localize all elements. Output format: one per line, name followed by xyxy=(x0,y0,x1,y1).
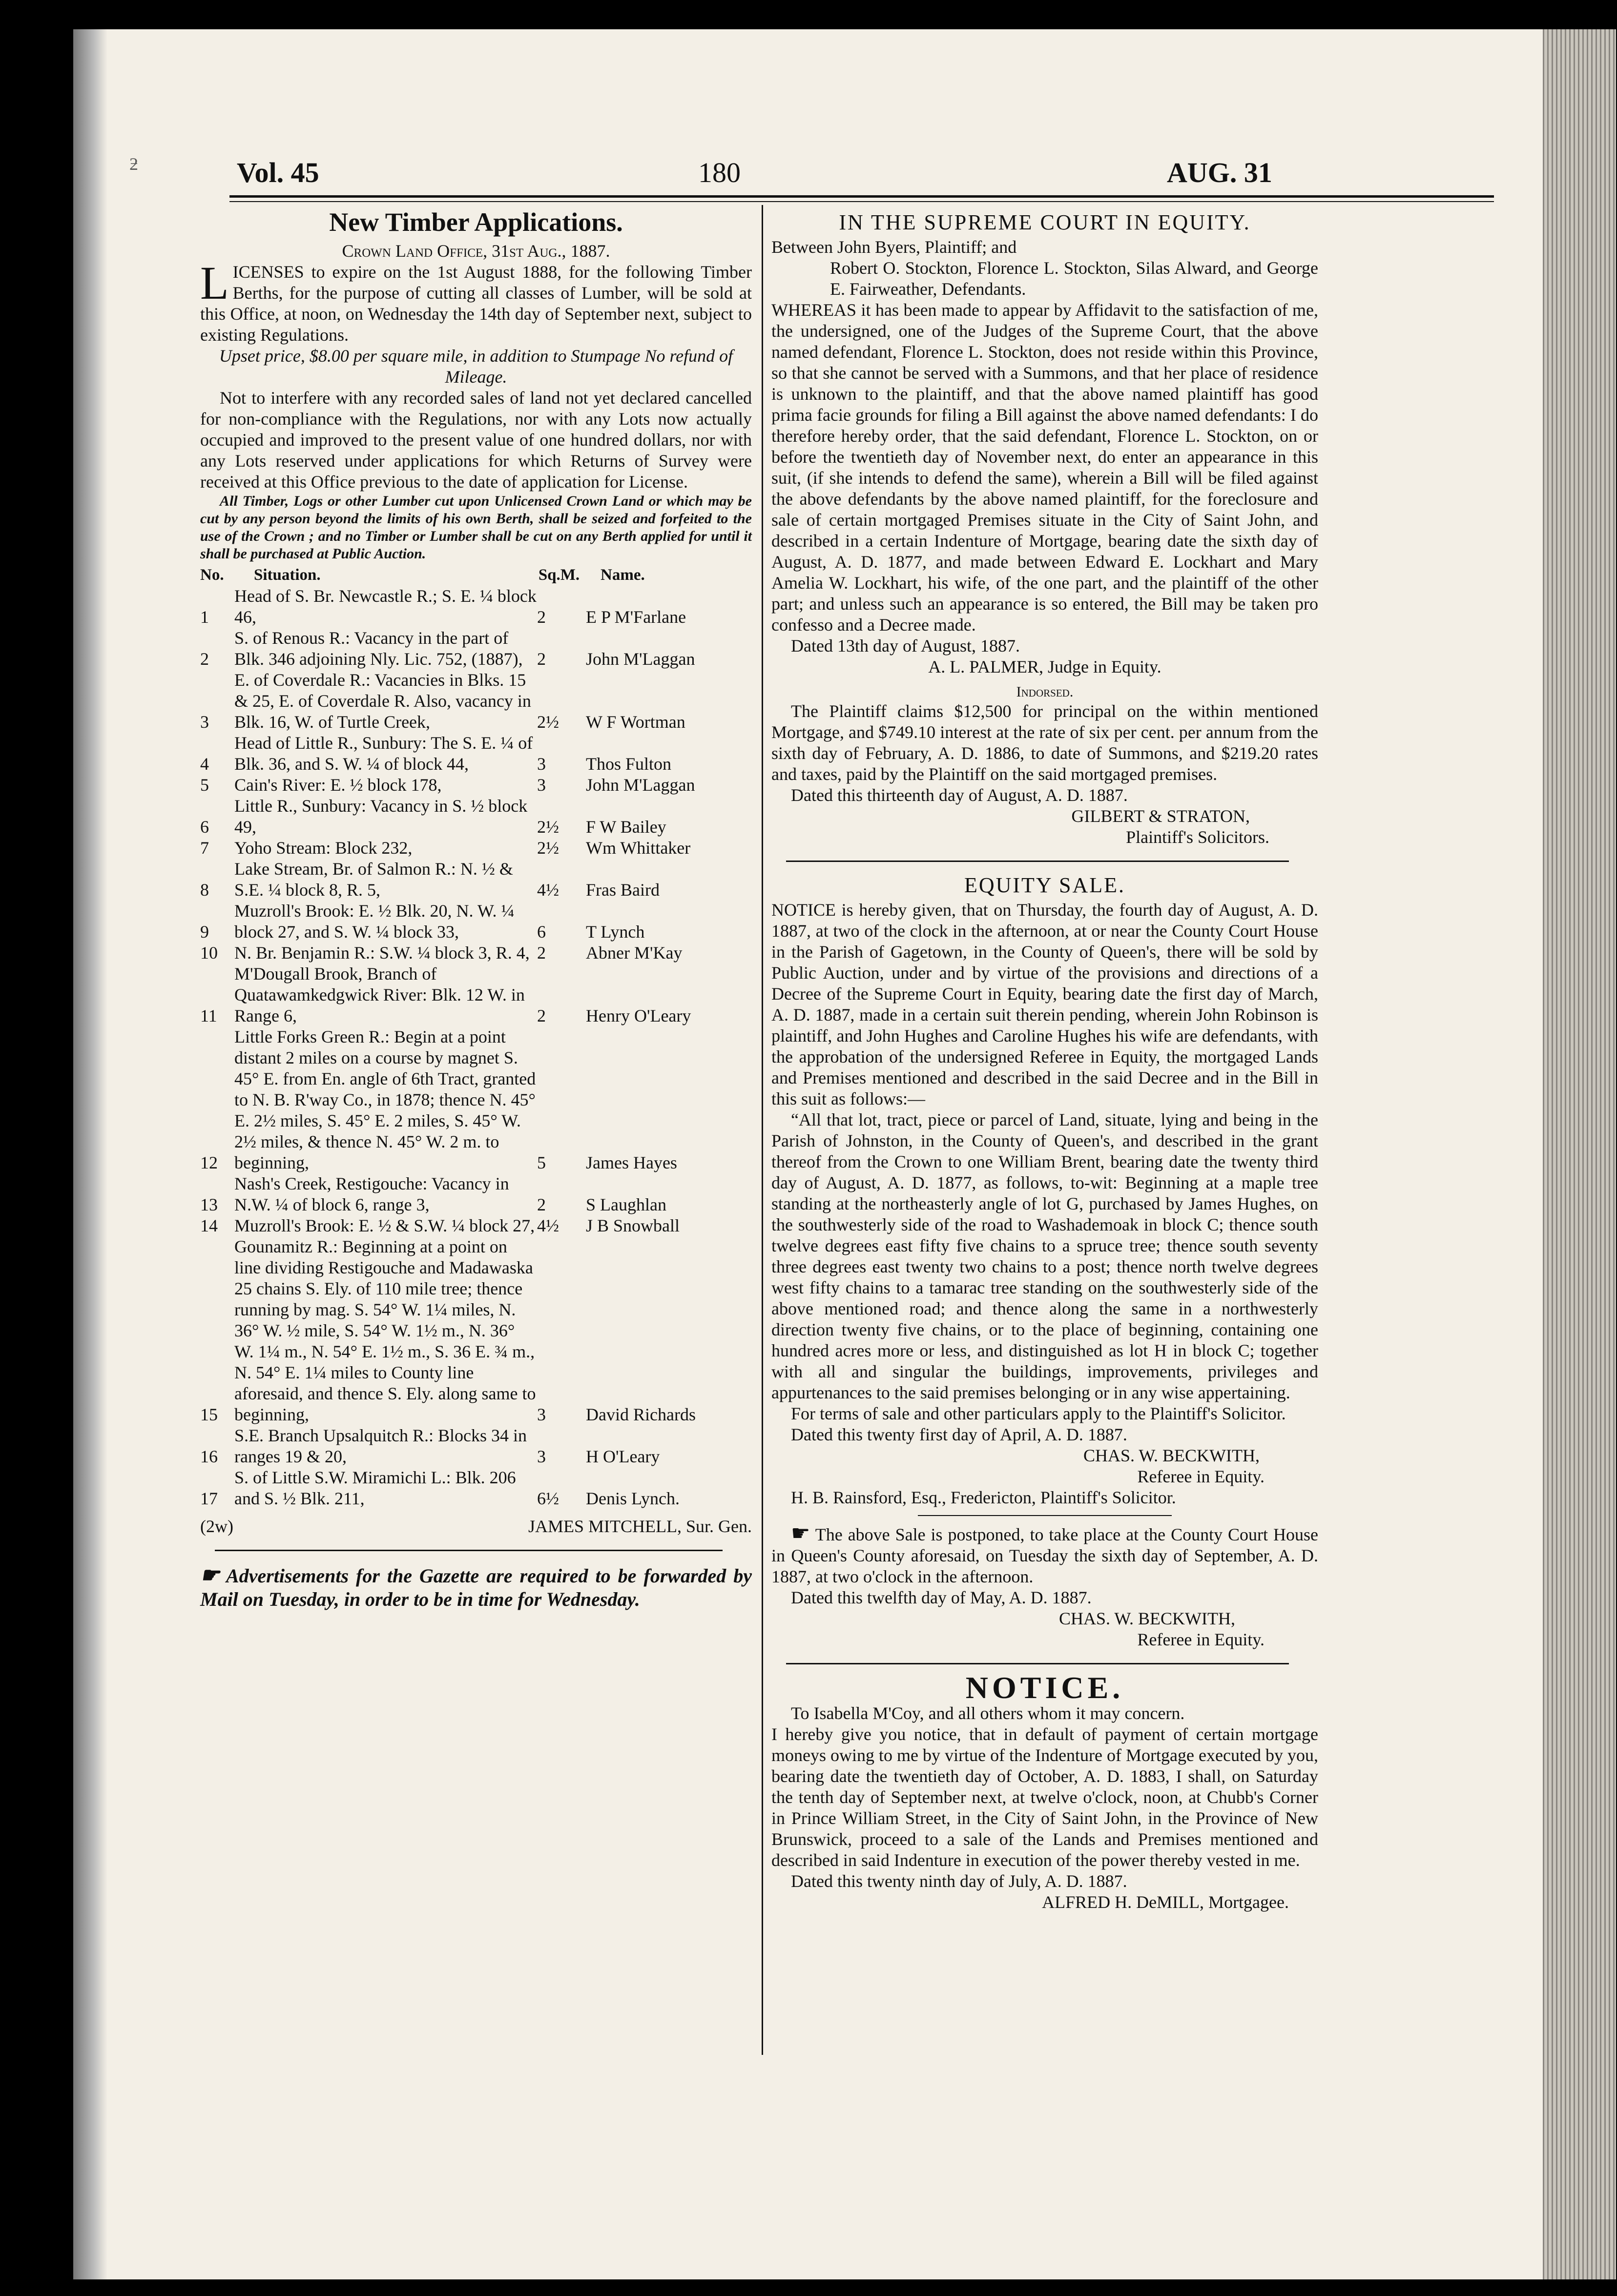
court-solicitors-role: Plaintiff's Solicitors. xyxy=(1126,827,1269,847)
timber-conditions: Not to interfere with any recorded sales of land not yet declared cancelled for non-compliance with the Regulations, nor with any Lots now actually occupied and improved to the present value of one hundred dollars, nor with any Lots reserved under applications for which Returns of Survey were received at this Office previous to the date of application for License. xyxy=(200,388,752,492)
timber-row-no: 3 xyxy=(200,712,209,732)
timber-office-line: Crown Land Office, 31st Aug., 1887. xyxy=(342,241,610,261)
timber-row-name: S Laughlan xyxy=(586,1195,666,1214)
timber-row-no: 11 xyxy=(200,1006,217,1025)
page-number: 180 xyxy=(698,157,741,188)
timber-row-situation: Yoho Stream: Block 232, xyxy=(234,838,413,858)
equity-sale-referee: CHAS. W. BECKWITH, xyxy=(1083,1446,1260,1465)
court-dated-2: Dated this thirteenth day of August, A. D. 1887. xyxy=(791,785,1128,805)
equity-sale-referee-role: Referee in Equity. xyxy=(1137,1467,1265,1486)
notice-to: To Isabella M'Coy, and all others whom it may concern. xyxy=(791,1703,1185,1723)
timber-row-name: John M'Laggan xyxy=(586,649,695,669)
equity-sale-title: EQUITY SALE. xyxy=(964,873,1126,897)
timber-row-name: Denis Lynch. xyxy=(586,1489,680,1508)
equity-sale-terms: For terms of sale and other particulars apply to the Plaintiff's Solicitor. xyxy=(791,1404,1286,1423)
pointing-hand-icon: ☛ xyxy=(200,1563,220,1587)
advert-notice-text: Advertisements for the Gazette are required to be forwarded by Mail on Tuesday, in order to be in time for Wednesday. xyxy=(200,1565,752,1610)
timber-row-situation: S.E. Branch Upsalquitch R.: Blocks 34 in ranges 19 & 20, xyxy=(234,1426,527,1466)
timber-row xyxy=(200,775,752,796)
section-rule xyxy=(215,1550,723,1551)
court-solicitors: GILBERT & STRATON, xyxy=(1071,806,1250,826)
timber-title: New Timber Applications. xyxy=(329,207,623,237)
timber-row-situation: M'Dougall Brook, Branch of Quatawamkedgwick River: Blk. 12 W. in Range 6, xyxy=(234,964,525,1025)
timber-row-sqm: 2 xyxy=(537,1195,546,1214)
timber-warning: All Timber, Logs or other Lumber cut upon Unlicensed Crown Land or which may be cut by any person beyond the limits of his own Berth, shall be seized and forfeited to the use of the Crown ; and no Timber or Lumber shall be cut on any Berth applied for until it shall be purchased at Public Auction. xyxy=(200,493,752,562)
timber-row-sqm: 2 xyxy=(537,607,546,627)
timber-row-situation: S. of Renous R.: Vacancy in the part of Blk. 346 adjoining Nly. Lic. 752, (1887), xyxy=(234,628,523,669)
short-rule xyxy=(918,1515,1172,1516)
timber-row-situation: Head of S. Br. Newcastle R.; S. E. ¼ block 46, xyxy=(234,586,537,627)
timber-row-no: 9 xyxy=(200,922,209,942)
timber-row-situation: Muzroll's Brook: E. ½ Blk. 20, N. W. ¼ block 27, and S. W. ¼ block 33, xyxy=(234,901,515,942)
timber-intro xyxy=(200,257,752,346)
court-claim: The Plaintiff claims $12,500 for principal on the within mentioned Mortgage, and $749.10 interest at the rate of six per cent. per annum from the sixth day of February, A. D. 1886, to date of Summons, and $219.20 rates and taxes, paid by the Plaintiff on the said mortgaged premises. xyxy=(771,701,1318,784)
timber-row-no: 6 xyxy=(200,817,209,837)
header-rule-thin xyxy=(229,201,1494,202)
timber-row xyxy=(200,1173,752,1215)
timber-row-name: F W Bailey xyxy=(586,817,666,837)
timber-row-name: Thos Fulton xyxy=(586,754,672,774)
timber-row-sqm: 2 xyxy=(537,943,546,963)
timber-row xyxy=(200,1026,752,1173)
equity-sale-postponed xyxy=(771,1523,1318,1587)
equity-sale-referee-2: CHAS. W. BECKWITH, xyxy=(1058,1609,1235,1628)
equity-sale-body: NOTICE is hereby given, that on Thursday, the fourth day of August, A. D. 1887, at two of the clock in the afternoon, at or near the County Court House in the Parish of Gagetown, in the County of Queen's, there will be sold by Public Auction, under and by virtue of the provisions and directions of a Decree of the Supreme Court in Equity, bearing date the first day of March, A. D. 1887, made in a certain suit therein pending, wherein John Robinson is plaintiff, and John Hughes and Caroline Hughes his wife are defendants, with the approbation of the undersigned Referee in Equity, the mortgaged Lands and Premises mentioned and described in the said Decree and in the Bill in this suit as follows:— xyxy=(771,900,1318,1108)
timber-row-no: 8 xyxy=(200,880,209,900)
timber-row-name: H O'Leary xyxy=(586,1447,660,1466)
timber-row-sqm: 6 xyxy=(537,922,546,942)
timber-row xyxy=(200,964,752,1026)
upset-price: Upset price, $8.00 per square mile, in addition to Stumpage No refund of Mileage. xyxy=(219,346,733,387)
timber-row-sqm: 2½ xyxy=(537,838,559,858)
timber-intro-text: ICENSES to expire on the 1st August 1888, for the following Timber Berths, for the purpose of cutting all classes of Lumber, will be sold at this Office, at noon, on Wednesday the 14th day of September next, subject to existing Regulations. xyxy=(200,262,752,345)
timber-row-name: E P M'Farlane xyxy=(586,607,686,627)
timber-row-name: Henry O'Leary xyxy=(586,1006,691,1025)
timber-row-sqm: 6½ xyxy=(537,1489,559,1508)
timber-row-sqm: 5 xyxy=(537,1153,546,1172)
col-sqm: Sq.M. xyxy=(538,566,580,584)
advert-notice xyxy=(200,1564,752,1611)
timber-row-situation: N. Br. Benjamin R.: S.W. ¼ block 3, R. 4, xyxy=(234,943,530,963)
timber-row-no: 4 xyxy=(200,754,209,774)
timber-table-body xyxy=(200,586,752,1509)
section-rule xyxy=(786,1663,1289,1664)
right-column xyxy=(771,210,1318,1913)
timber-row-sqm: 3 xyxy=(537,1405,546,1424)
timber-row-sqm: 2½ xyxy=(537,817,559,837)
timber-row-name: Abner M'Kay xyxy=(586,943,683,963)
timber-row-sqm: 2 xyxy=(537,649,546,669)
timber-row xyxy=(200,586,752,628)
timber-row-name: James Hayes xyxy=(586,1153,677,1172)
timber-row-no: 7 xyxy=(200,838,209,858)
notice-body: I hereby give you notice, that in default of payment of certain mortgage moneys owing to me by virtue of the Indenture of Mortgage executed by you, bearing date the twentieth day of October, A. D. 1883, I shall, on Saturday the tenth day of September next, at twelve o'clock, noon, at Chubb's Corner in Prince William Street, in the City of Saint John, in the Province of New Brunswick, proceed to a sale of the Lands and Premises mentioned and described in said Indenture in execution of the power thereby vested in me. xyxy=(771,1724,1318,1870)
timber-row xyxy=(200,1425,752,1467)
timber-row-no: 10 xyxy=(200,943,218,963)
notice-title: NOTICE. xyxy=(965,1670,1124,1705)
court-title: IN THE SUPREME COURT IN EQUITY. xyxy=(839,210,1251,234)
timber-row xyxy=(200,733,752,775)
timber-row-situation: E. of Coverdale R.: Vacancies in Blks. 15 & 25, E. of Coverdale R. Also, vacancy in Blk. 16, W. of Turtle Creek, xyxy=(234,670,531,732)
timber-row-name: J B Snowball xyxy=(586,1216,680,1235)
timber-row-sqm: 4½ xyxy=(537,1216,559,1235)
equity-sale-solicitor: H. B. Rainsford, Esq., Fredericton, Plaintiff's Solicitor. xyxy=(791,1488,1176,1507)
timber-row xyxy=(200,859,752,901)
equity-sale-description: “All that lot, tract, piece or parcel of Land, situate, lying and being in the Parish of Johnston, in the County of Queen's, and described in the grant thereof from the Crown to one William Brent, bearing date the twenty third day of August, A. D. 1877, as follows, to-wit: Beginning at a maple tree standing at the northeasterly angle of lot G, purchased by James Hughes, on the southwesterly side of the road to Washademoak in block C; thence south twelve degrees east fifty five chains to a spruce tree; thence south seventy three degrees east twenty two chains to a post; thence north twelve degrees west fifty chains to a tamarac tree standing on the southwesterly side of the above mentioned road; and thence along the same in a northwesterly direction twenty five chains, or to the place of beginning, containing one hundred acres more or less, and distinguished as lot H in block C; together with all and singular the buildings, improvements, privileges and appurtenances to the said premises belonging or in any wise appertaining. xyxy=(771,1110,1318,1402)
equity-sale-dated: Dated this twenty first day of April, A. D. 1887. xyxy=(791,1425,1127,1444)
timber-row-sqm: 3 xyxy=(537,775,546,795)
header-rule xyxy=(229,195,1494,198)
timber-row-name: David Richards xyxy=(586,1405,696,1424)
timber-row-sqm: 3 xyxy=(537,1447,546,1466)
timber-row-situation: Head of Little R., Sunbury: The S. E. ¼ of Blk. 36, and S. W. ¼ of block 44, xyxy=(234,733,533,774)
issue-date: AUG. 31 xyxy=(1167,157,1272,188)
timber-table xyxy=(200,565,752,1509)
timber-row-no: 1 xyxy=(200,607,209,627)
timber-row-no: 5 xyxy=(200,775,209,795)
timber-row-name: Fras Baird xyxy=(586,880,660,900)
timber-row xyxy=(200,1467,752,1509)
timber-row-situation: Little Forks Green R.: Begin at a point distant 2 miles on a course by magnet S. 45° E. from En. angle of 6th Tract, granted to N. B. R'way Co., in 1878; thence N. 45° E. 2½ miles, S. 45° E. 2 miles, S. 45° W. 2½ miles, & thence N. 45° W. 2 m. to beginning, xyxy=(234,1027,536,1172)
timber-row-situation: Little R., Sunbury: Vacancy in S. ½ block 49, xyxy=(234,796,528,837)
col-no: No. xyxy=(200,566,224,584)
equity-sale-postponed-dated: Dated this twelfth day of May, A. D. 1887. xyxy=(791,1588,1092,1607)
page-mark: ƻ xyxy=(129,154,138,174)
page-gutter xyxy=(73,29,107,2279)
notice-signed: ALFRED H. DeMILL, Mortgagee. xyxy=(1042,1892,1289,1912)
pointing-hand-icon: ☛ xyxy=(791,1521,810,1545)
court-parties-1: Between John Byers, Plaintiff; and xyxy=(771,237,1017,257)
col-situation: Situation. xyxy=(254,566,321,584)
timber-row-name: W F Wortman xyxy=(586,712,685,732)
timber-signoff xyxy=(200,1516,752,1537)
timber-row xyxy=(200,670,752,733)
timber-row-name: John M'Laggan xyxy=(586,775,695,795)
timber-row-sqm: 4½ xyxy=(537,880,559,900)
timber-table-header xyxy=(200,565,752,586)
timber-row-situation: Nash's Creek, Restigouche: Vacancy in N.W. ¼ of block 6, range 3, xyxy=(234,1174,509,1214)
timber-row xyxy=(200,628,752,670)
timber-row-situation: S. of Little S.W. Miramichi L.: Blk. 206 and S. ½ Blk. 211, xyxy=(234,1468,516,1508)
timber-row-situation: Muzroll's Brook: E. ½ & S.W. ¼ block 27, xyxy=(234,1216,535,1235)
timber-row-no: 12 xyxy=(200,1153,218,1172)
volume-label: Vol. 45 xyxy=(237,157,319,188)
timber-row xyxy=(200,943,752,964)
timber-row xyxy=(200,796,752,838)
timber-row-no: 17 xyxy=(200,1489,218,1508)
equity-sale-postponed-text: The above Sale is postponed, to take place at the County Court House in Queen's County aforesaid, on Tuesday the sixth day of September, A. D. 1887, at two o'clock in the afternoon. xyxy=(771,1525,1318,1586)
timber-row-no: 16 xyxy=(200,1447,218,1466)
court-body: WHEREAS it has been made to appear by Affidavit to the satisfaction of me, the undersigned, one of the Judges of the Supreme Court, that the above named defendant, Florence L. Stockton, does not reside within this Province, so that she cannot be served with a Summons, and that her place of residence is unknown to the plaintiff, and that the above named plaintiff has good prima facie grounds for filing a Bill against the above named defendants: I do therefore hereby order, that the said defendant, Florence L. Stockton, on or before the twentieth day of November next, do enter an appearance in this suit, (if she intends to defend the same), wherein a Bill will be filed against the above defendants by the above named plaintiff, for the foreclosure and sale of certain mortgaged Premises situate in the City of Saint John, and described in a certain Indenture of Mortgage, bearing date the sixth day of August, A. D. 1877, and made between Edward E. Lockhart and Mary Amelia W. Lockhart, his wife, of the one part, and the plaintiff of the other part; and unless such an appearance is so entered, the Bill may be taken pro confesso and a Decree made. xyxy=(771,300,1318,635)
timber-row-name: T Lynch xyxy=(586,922,645,942)
timber-row-no: 15 xyxy=(200,1405,218,1424)
timber-row-sqm: 2½ xyxy=(537,712,559,732)
surveyor-signature: JAMES MITCHELL, Sur. Gen. xyxy=(528,1517,752,1536)
section-rule xyxy=(786,861,1289,862)
timber-row-name: Wm Whittaker xyxy=(586,838,691,858)
col-name: Name. xyxy=(601,566,645,584)
page-stack-edge xyxy=(1543,29,1616,2279)
left-column xyxy=(200,207,752,1611)
timber-row-sqm: 3 xyxy=(537,754,546,774)
timber-row-situation: Cain's River: E. ½ block 178, xyxy=(234,775,442,795)
timber-row-no: 2 xyxy=(200,649,209,669)
timber-row-no: 14 xyxy=(200,1216,218,1235)
timber-row xyxy=(200,1215,752,1236)
insertions-mark: (2w) xyxy=(200,1517,233,1536)
court-parties-2: Robert O. Stockton, Florence L. Stockton, Silas Alward, and George E. Fairweather, Defendants. xyxy=(830,258,1318,299)
court-endorsed: Indorsed. xyxy=(1016,684,1074,700)
dropcap: L xyxy=(200,257,229,309)
timber-row xyxy=(200,901,752,943)
timber-row xyxy=(200,1236,752,1425)
timber-row-situation: Lake Stream, Br. of Salmon R.: N. ½ & S.E. ¼ block 8, R. 5, xyxy=(234,859,513,900)
timber-row xyxy=(200,838,752,859)
notice-dated: Dated this twenty ninth day of July, A. D. 1887. xyxy=(791,1871,1127,1891)
equity-sale-referee-role-2: Referee in Equity. xyxy=(1137,1630,1265,1649)
court-dated: Dated 13th day of August, 1887. xyxy=(791,636,1020,656)
column-divider xyxy=(762,205,763,2055)
timber-row-sqm: 2 xyxy=(537,1006,546,1025)
timber-row-situation: Gounamitz R.: Beginning at a point on line dividing Restigouche and Madawaska 25 chains S. Ely. of 110 mile tree; thence running by mag. S. 54° W. 1¼ miles, N. 36° W. ½ mile, S. 54° W. 1½ m., N. 36° W. 1¼ m., N. 54° E. 1½ m., S. 36 E. ¾ m., N. 54° E. 1¼ miles to County line aforesaid, and thence S. Ely. along same to beginning, xyxy=(234,1237,536,1424)
court-judge: A. L. PALMER, Judge in Equity. xyxy=(928,657,1161,676)
timber-row-no: 13 xyxy=(200,1195,218,1214)
